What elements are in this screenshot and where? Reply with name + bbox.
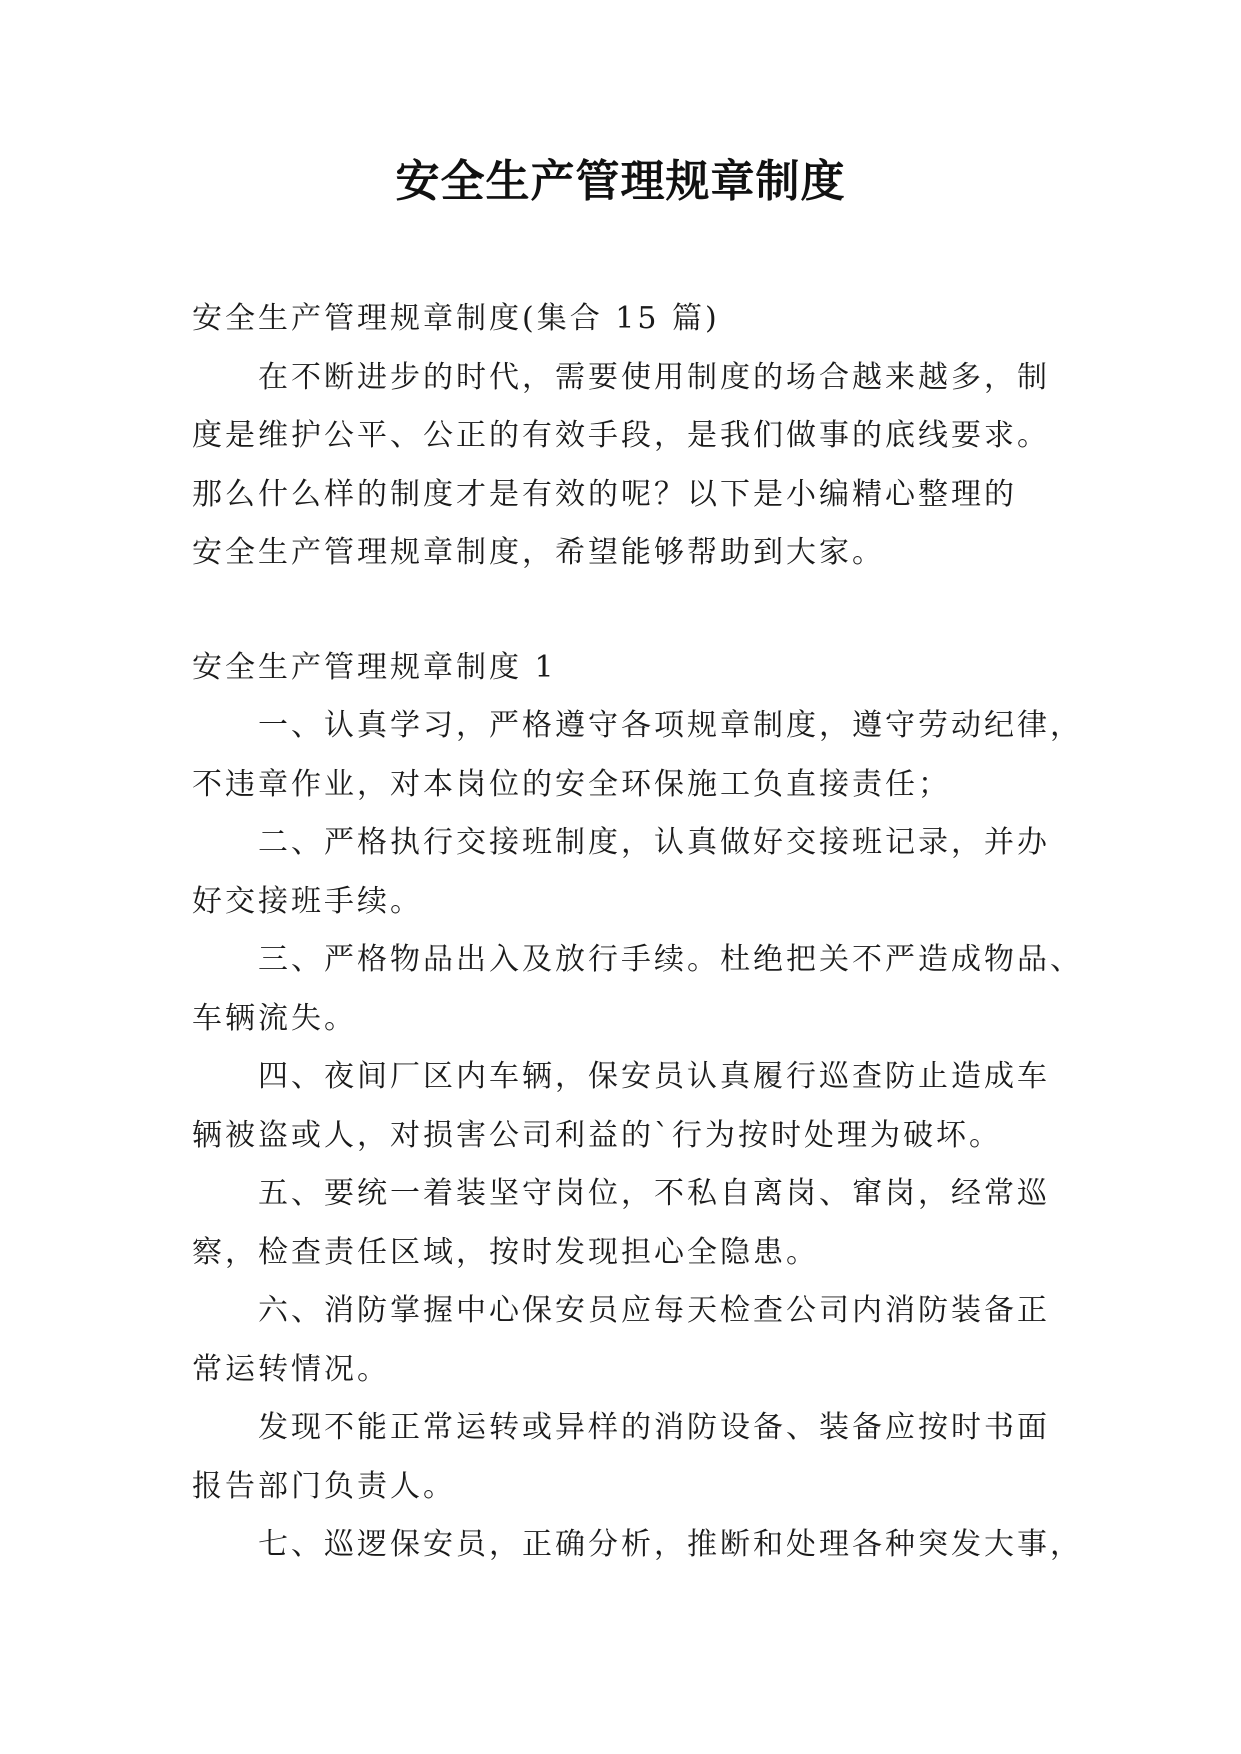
section-line: 七、巡逻保安员，正确分析，推断和处理各种突发大事， bbox=[258, 1527, 1083, 1562]
section-line: 好交接班手续。 bbox=[192, 883, 423, 919]
section-line: 辆被盗或人，对损害公司利益的`行为按时处理为破坏。 bbox=[192, 1117, 1002, 1153]
section-line: 五、要统一着装坚守岗位，不私自离岗、窜岗，经常巡 bbox=[258, 1176, 1050, 1211]
section-line: 二、严格执行交接班制度，认真做好交接班记录，并办 bbox=[258, 825, 1050, 860]
intro-line: 度是维护公平、公正的有效手段，是我们做事的底线要求。 bbox=[192, 418, 1050, 453]
intro-heading: 安全生产管理规章制度(集合 15 篇) bbox=[192, 301, 720, 336]
section-line: 报告部门负责人。 bbox=[192, 1468, 456, 1504]
section-line: 不违章作业，对本岗位的安全环保施工负直接责任； bbox=[192, 766, 951, 802]
section-heading: 安全生产管理规章制度 1 bbox=[192, 649, 557, 685]
section-line: 察，检查责任区域，按时发现担心全隐患。 bbox=[192, 1234, 819, 1270]
paragraph-gap bbox=[192, 583, 1072, 639]
document-body bbox=[192, 290, 1083, 1575]
intro-line: 安全生产管理规章制度，希望能够帮助到大家。 bbox=[192, 535, 885, 570]
section-line: 车辆流失。 bbox=[192, 1000, 357, 1036]
section-line: 三、严格物品出入及放行手续。杜绝把关不严造成物品、 bbox=[258, 942, 1083, 977]
section-line: 一、认真学习，严格遵守各项规章制度，遵守劳动纪律， bbox=[258, 708, 1083, 743]
intro-line: 那么什么样的制度才是有效的呢？以下是小编精心整理的 bbox=[192, 476, 1017, 512]
document-title: 安全生产管理规章制度 bbox=[395, 156, 846, 207]
section-line: 常运转情况。 bbox=[192, 1351, 390, 1387]
section-line: 发现不能正常运转或异样的消防设备、装备应按时书面 bbox=[258, 1410, 1050, 1445]
intro-line: 在不断进步的时代，需要使用制度的场合越来越多，制 bbox=[258, 359, 1050, 395]
section-line: 四、夜间厂区内车辆，保安员认真履行巡查防止造成车 bbox=[258, 1059, 1050, 1094]
section-line: 六、消防掌握中心保安员应每天检查公司内消防装备正 bbox=[258, 1293, 1050, 1328]
